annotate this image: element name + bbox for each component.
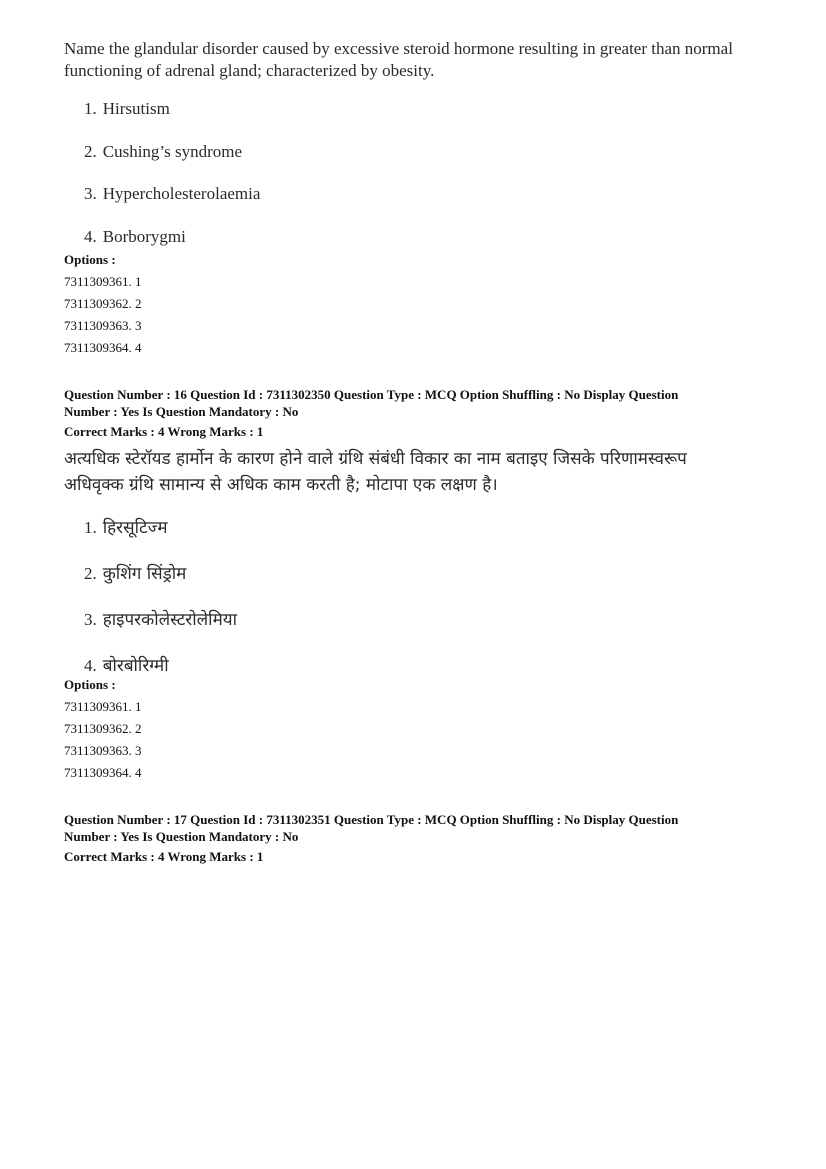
choice-text: कुशिंग सिंड्रोम	[102, 564, 187, 584]
option-row: 7311309361. 1	[64, 274, 142, 289]
choice-text: Hypercholesterolaemia	[102, 184, 261, 203]
choice-number: 4.	[84, 227, 97, 246]
question-15-stem: Name the glandular disorder caused by excessive steroid hormone resulting in greater than normal functioning of adrenal gland; characterized by obesity.	[64, 39, 733, 80]
options-label: Options :	[64, 677, 116, 692]
choice-number: 4.	[84, 656, 97, 675]
question-meta-line: Number : Yes Is Question Mandatory : No	[64, 829, 299, 844]
question-meta-line: Question Number : 16 Question Id : 7311302350 Question Type : MCQ Option Shuffling : No Display Question	[64, 387, 679, 402]
choice-text: हिरसूटिज्म	[102, 518, 168, 538]
question-15-choice-4	[84, 227, 186, 247]
choice-text: Hirsutism	[102, 99, 170, 118]
question-16-meta	[64, 386, 774, 420]
option-row: 7311309362. 2	[64, 296, 142, 311]
choice-number: 1.	[84, 99, 97, 118]
choice-text: बोरबोरिग्मी	[102, 656, 169, 676]
question-16-stem	[64, 446, 784, 498]
question-15-choice-1	[84, 99, 170, 119]
option-row: 7311309364. 4	[64, 765, 142, 780]
question-15-choice-3	[84, 184, 260, 204]
option-row: 7311309363. 3	[64, 318, 142, 333]
choice-text: Borborygmi	[102, 227, 186, 246]
question-16-choice-2	[84, 561, 186, 584]
choice-text: हाइपरकोलेस्टरोलेमिया	[102, 610, 238, 630]
option-row: 7311309364. 4	[64, 340, 142, 355]
question-meta-line: Question Number : 17 Question Id : 7311302351 Question Type : MCQ Option Shuffling : No Display Question	[64, 812, 679, 827]
stem-line: अत्यधिक स्टेरॉयड हार्मोन के कारण होने वाले ग्रंथि संबंधी विकार का नाम बताइए जिसके परिणामस्वरूप	[64, 449, 687, 469]
question-17-meta	[64, 811, 774, 845]
choice-number: 1.	[84, 518, 97, 537]
option-row: 7311309361. 1	[64, 699, 142, 714]
option-row: 7311309363. 3	[64, 743, 142, 758]
question-meta-line: Number : Yes Is Question Mandatory : No	[64, 404, 299, 419]
question-15-choice-2	[84, 142, 242, 162]
choice-number: 3.	[84, 184, 97, 203]
question-17-marks: Correct Marks : 4 Wrong Marks : 1	[64, 849, 264, 864]
choice-number: 2.	[84, 142, 97, 161]
question-16-choice-4	[84, 653, 169, 676]
stem-line: अधिवृक्क ग्रंथि सामान्य से अधिक काम करती है; मोटापा एक लक्षण है।	[64, 475, 498, 495]
question-16-choice-1	[84, 515, 168, 538]
options-label: Options :	[64, 252, 116, 267]
question-16-marks: Correct Marks : 4 Wrong Marks : 1	[64, 424, 264, 439]
choice-text: Cushing’s syndrome	[102, 142, 243, 161]
option-row: 7311309362. 2	[64, 721, 142, 736]
choice-number: 3.	[84, 610, 97, 629]
choice-number: 2.	[84, 564, 97, 583]
question-16-choice-3	[84, 607, 237, 630]
